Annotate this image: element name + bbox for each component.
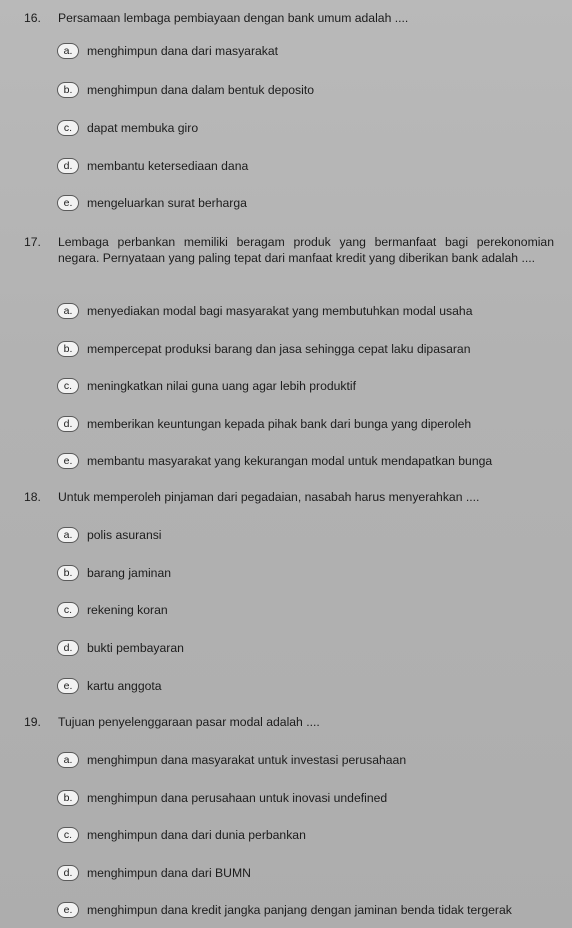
option-text: memberikan keuntungan kepada pihak bank dari bunga yang diperoleh [87,416,472,431]
option-17-c[interactable] [57,377,356,393]
option-19-b[interactable] [57,789,387,805]
option-letter: e. [57,453,79,469]
option-letter: d. [57,416,79,432]
option-text: menghimpun dana dari masyarakat [87,43,279,58]
option-letter: a. [57,752,79,768]
option-letter: c. [57,120,79,136]
question-18 [24,489,554,505]
option-text: mempercepat produksi barang dan jasa sehingga cepat laku dipasaran [87,341,471,356]
option-letter: c. [57,378,79,394]
question-17 [24,234,554,266]
question-16 [24,10,554,26]
option-letter: e. [57,195,79,211]
option-text: menyediakan modal bagi masyarakat yang membutuhkan modal usaha [87,303,473,318]
option-19-d[interactable] [57,864,251,880]
question-number: 18. [24,490,41,504]
option-letter: d. [57,640,79,656]
option-text: rekening koran [87,602,168,617]
question-number: 16. [24,11,41,25]
option-text: menghimpun dana dalam bentuk deposito [87,82,314,97]
option-18-d[interactable] [57,639,184,655]
option-17-d[interactable] [57,415,471,431]
question-text: Persamaan lembaga pembiayaan dengan bank umum adalah .... [58,11,409,25]
option-18-e[interactable] [57,677,162,693]
option-16-e[interactable] [57,194,247,210]
option-letter: c. [57,827,79,843]
option-text: barang jaminan [87,565,172,580]
option-letter: d. [57,865,79,881]
option-letter: b. [57,82,79,98]
option-letter: d. [57,158,79,174]
option-text: polis asuransi [87,527,162,542]
option-17-a[interactable] [57,302,472,318]
option-letter: e. [57,678,79,694]
option-letter: c. [57,602,79,618]
option-letter: e. [57,902,79,918]
option-19-c[interactable] [57,826,306,842]
option-text: menghimpun dana dari dunia perbankan [87,827,306,842]
option-18-a[interactable] [57,526,162,542]
option-16-b[interactable] [57,81,314,97]
option-text: bukti pembayaran [87,640,184,655]
option-text: mengeluarkan surat berharga [87,195,247,210]
option-letter: b. [57,341,79,357]
option-text: dapat membuka giro [87,120,199,135]
option-17-b[interactable] [57,340,470,356]
option-text: menghimpun dana kredit jangka panjang dengan jaminan benda tidak tergerak [87,902,512,917]
option-text: menghimpun dana perusahaan untuk inovasi undefined [87,790,388,805]
option-text: membantu masyarakat yang kekurangan modal untuk mendapatkan bunga [87,453,493,468]
question-text: Lembaga perbankan memiliki beragam produk yang bermanfaat bagi perekonomian negara. Pernyataan yang paling tepat dari manfaat kredit yang diberikan bank adalah .... [58,235,554,265]
option-16-c[interactable] [57,119,198,135]
option-letter: a. [57,303,79,319]
option-text: membantu ketersediaan dana [87,158,249,173]
option-18-b[interactable] [57,564,171,580]
option-letter: b. [57,790,79,806]
question-number: 19. [24,715,41,729]
option-text: kartu anggota [87,678,162,693]
option-letter: a. [57,527,79,543]
option-18-c[interactable] [57,601,168,617]
option-19-e[interactable] [57,901,512,917]
question-19 [24,714,554,730]
option-letter: a. [57,43,79,59]
option-17-e[interactable] [57,452,492,468]
question-number: 17. [24,235,41,249]
option-16-a[interactable] [57,42,278,58]
option-19-a[interactable] [57,751,406,767]
option-letter: b. [57,565,79,581]
question-text: Untuk memperoleh pinjaman dari pegadaian, nasabah harus menyerahkan .... [58,490,480,504]
option-text: menghimpun dana dari BUMN [87,865,251,880]
question-text: Tujuan penyelenggaraan pasar modal adalah .... [58,715,320,729]
option-text: meningkatkan nilai guna uang agar lebih produktif [87,378,356,393]
option-16-d[interactable] [57,157,248,173]
option-text: menghimpun dana masyarakat untuk investasi perusahaan [87,752,407,767]
